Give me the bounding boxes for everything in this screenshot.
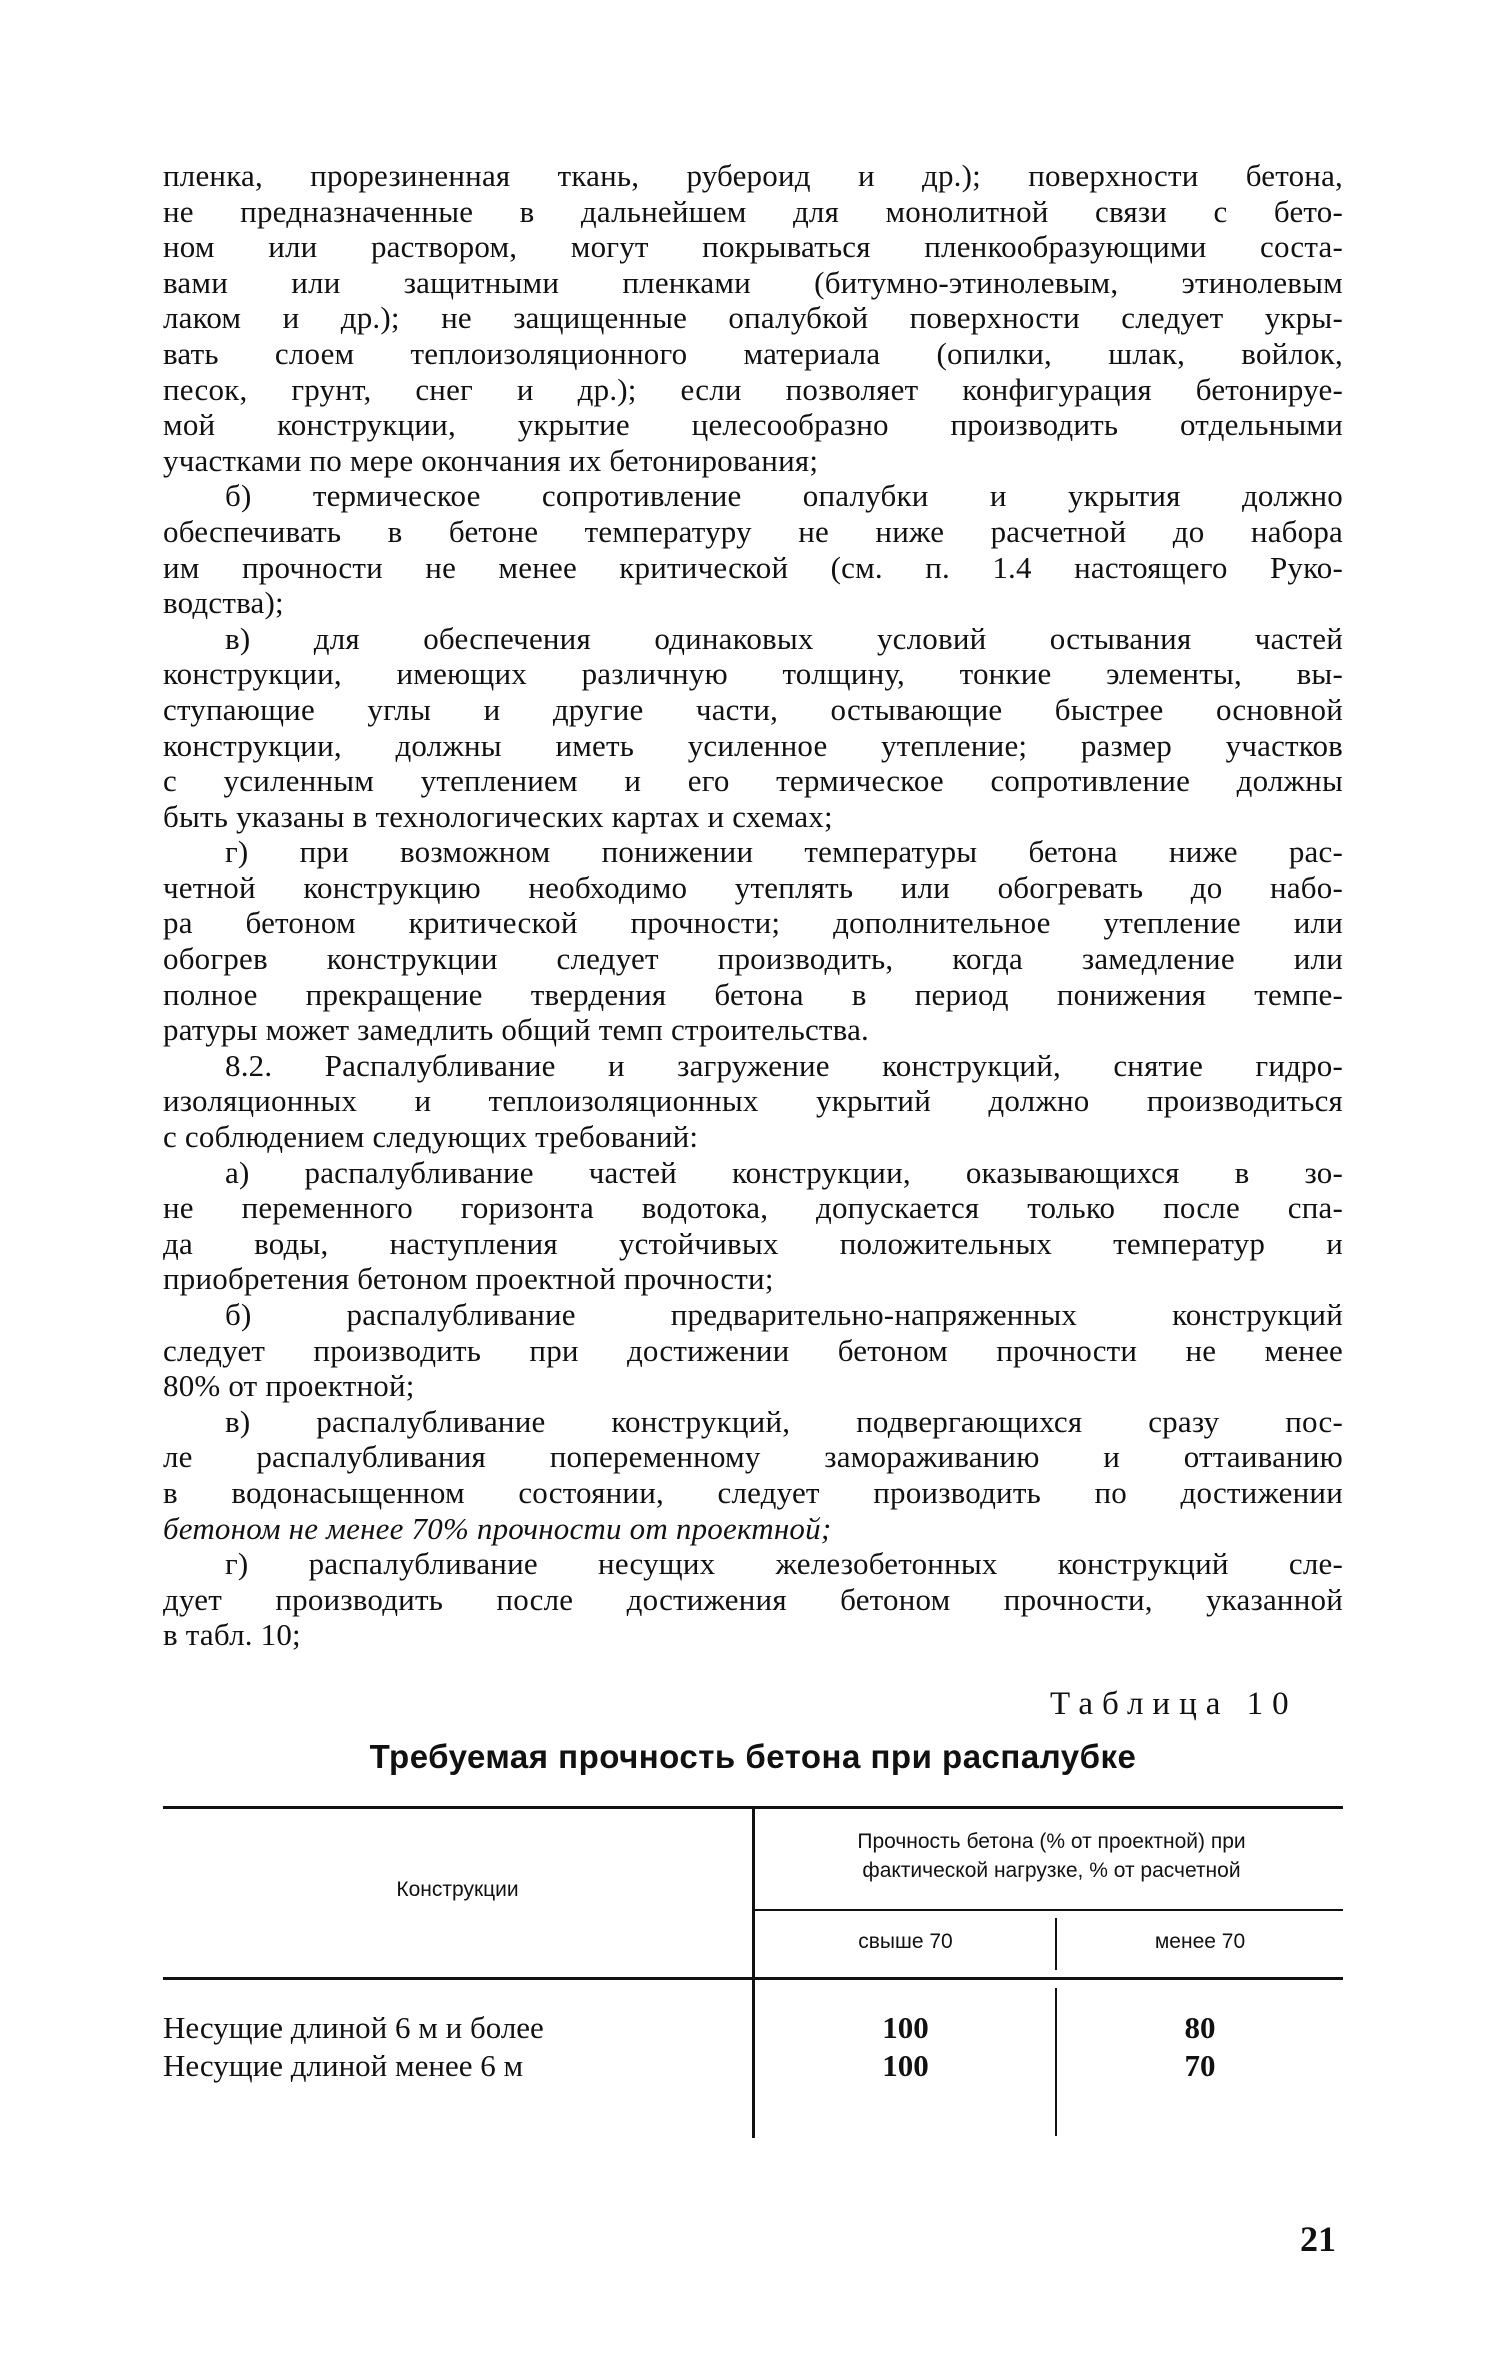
text-line: ном или раствором, могут покрываться пленкообразующими соста- xyxy=(163,229,1343,265)
text-line: им прочности не менее критической (см. п. 1.4 настоящего Руко- xyxy=(163,549,1343,585)
table-column-divider xyxy=(752,1808,755,2138)
text-line: ступающие углы и другие части, остывающие быстрее основной xyxy=(163,691,1343,727)
text-line: обогрев конструкции следует производить, когда замедление или xyxy=(163,941,1343,977)
table-subheader-rule xyxy=(754,1909,1343,1911)
text-line: в) распалубливание конструкций, подвергающихся сразу пос- xyxy=(225,1403,1343,1439)
text-line: изоляционных и теплоизоляционных укрытий должно производиться xyxy=(163,1083,1343,1119)
text-line: ратуры может замедлить общий темп строительства. xyxy=(163,1012,869,1048)
text-line: не переменного горизонта водотока, допускается только после спа- xyxy=(163,1190,1343,1226)
text-line: б) термическое сопротивление опалубки и укрытия должно xyxy=(225,478,1343,514)
text-line: да воды, наступления устойчивых положительных температур и xyxy=(163,1225,1343,1261)
text-line: конструкции, имеющих различную толщину, тонкие элементы, вы- xyxy=(163,656,1343,692)
text-line: а) распалубливание частей конструкции, оказывающихся в зо- xyxy=(225,1154,1343,1190)
text-line: с усиленным утеплением и его термическое сопротивление должны xyxy=(163,763,1343,799)
column-header-constructions: Конструкции xyxy=(396,1878,519,1901)
table-row-2-name: Несущие длиной менее 6 м xyxy=(163,2048,524,2083)
text-line: б) распалубливание предварительно-напряженных конструкций xyxy=(225,1297,1343,1332)
text-line: песок, грунт, снег и др.); если позволяет конфигурация бетонируе- xyxy=(163,371,1343,407)
text-line: конструкции, должны иметь усиленное утепление; размер участков xyxy=(163,727,1343,763)
table-row-1-above-70: 100 xyxy=(882,2010,929,2045)
text-line: вами или защитными пленками (битумно-этинолевым, этинолевым xyxy=(163,264,1343,300)
text-line: г) распалубливание несущих железобетонных конструкций сле- xyxy=(225,1546,1343,1582)
subheader-above-70: свыше 70 xyxy=(858,1930,953,1953)
text-line: с соблюдением следующих требований: xyxy=(163,1119,699,1155)
text-line: г) при возможном понижении температуры бетона ниже рас- xyxy=(225,834,1343,870)
text-line: ра бетоном критической прочности; дополнительное утепление или xyxy=(163,905,1343,941)
text-line: водства); xyxy=(163,585,284,621)
page-number: 21 xyxy=(1300,2219,1336,2259)
body-text xyxy=(163,158,1343,1653)
text-line: пленка, прорезиненная ткань, рубероид и др.); поверхности бетона, xyxy=(163,158,1343,193)
text-line: 80% от проектной; xyxy=(163,1368,415,1404)
subheader-below-70: менее 70 xyxy=(1154,1930,1246,1953)
text-line: в) для обеспечения одинаковых условий остывания частей xyxy=(225,620,1343,656)
text-line: четной конструкцию необходимо утеплять или обогревать до набо- xyxy=(163,869,1343,905)
text-line: бетоном не менее 70% прочности от проектной; xyxy=(163,1510,832,1546)
text-line: участками по мере окончания их бетонирования; xyxy=(163,442,819,478)
text-line: не предназначенные в дальнейшем для монолитной связи с бето- xyxy=(163,193,1343,229)
text-line: лаком и др.); не защищенные опалубкой поверхности следует укры- xyxy=(163,300,1343,336)
table-caption: Таблица 10 xyxy=(1050,1686,1298,1722)
text-line: полное прекращение твердения бетона в период понижения темпе- xyxy=(163,976,1343,1012)
text-line: в водонасыщенном состоянии, следует производить по достижении xyxy=(163,1474,1343,1510)
text-line: дует производить после достижения бетоном прочности, указанной xyxy=(163,1581,1343,1617)
text-line: приобретения бетоном проектной прочности; xyxy=(163,1261,774,1297)
text-line: мой конструкции, укрытие целесообразно производить отдельными xyxy=(163,407,1343,443)
table-row-1-name: Несущие длиной 6 м и более xyxy=(163,2010,544,2045)
column-header-strength-line1: Прочность бетона (% от проектной) при xyxy=(857,1830,1246,1853)
text-line: следует производить при достижении бетоном прочности не менее xyxy=(163,1332,1343,1368)
table-row-1-below-70: 80 xyxy=(1184,2010,1216,2045)
text-line: обеспечивать в бетоне температуру не ниже расчетной до набора xyxy=(163,513,1343,549)
table-title: Требуемая прочность бетона при распалубке xyxy=(369,1738,1137,1775)
column-header-strength-line2: фактической нагрузке, % от расчетной xyxy=(862,1859,1241,1882)
text-line: ле распалубливания попеременному замораживанию и оттаиванию xyxy=(163,1439,1343,1475)
text-line: вать слоем теплоизоляционного материала (опилки, шлак, войлок, xyxy=(163,335,1343,371)
text-line: в табл. 10; xyxy=(163,1617,301,1653)
text-line: быть указаны в технологических картах и схемах; xyxy=(163,798,833,834)
text-line: 8.2. Распалубливание и загружение конструкций, снятие гидро- xyxy=(225,1047,1343,1083)
table-row-2-above-70: 100 xyxy=(882,2048,929,2083)
table-row-2-below-70: 70 xyxy=(1184,2048,1216,2083)
